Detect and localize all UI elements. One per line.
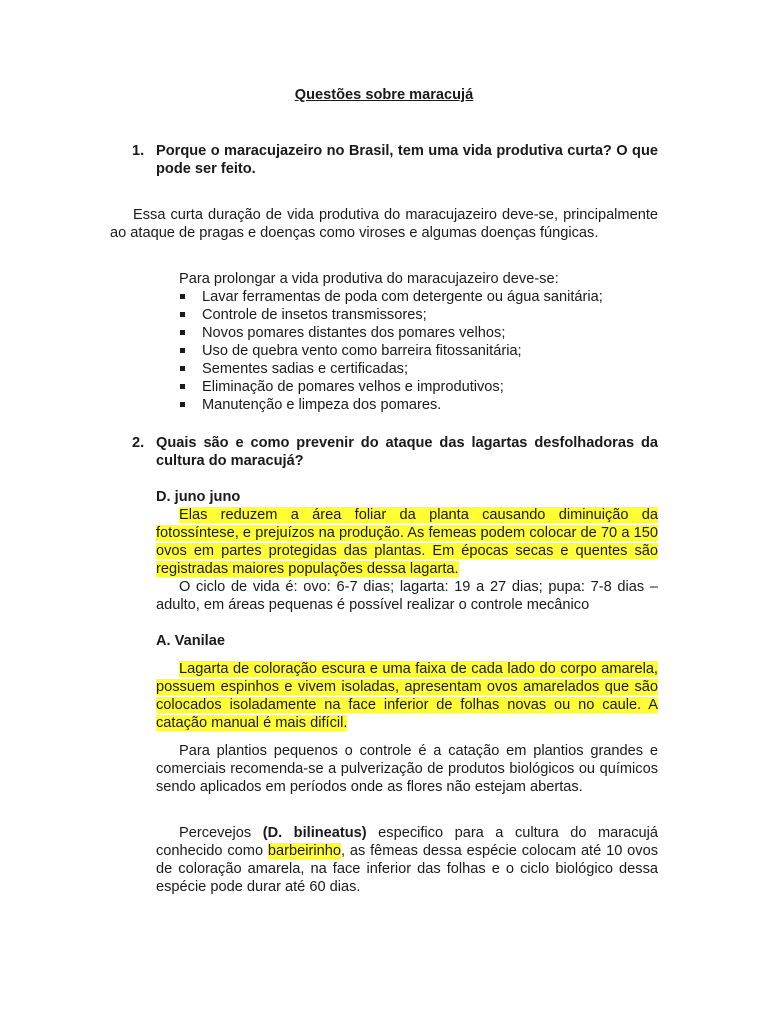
question-2-text: Quais são e como prevenir do ataque das lagartas desfolhadoras da cultura do maracujá? xyxy=(156,435,658,469)
paragraph-juno-lifecycle: O ciclo de vida é: ovo: 6-7 dias; lagarta: 19 a 27 dias; pupa: 7-8 dias – adulto, em áreas pequenas é possível realizar o controle mecânico xyxy=(156,579,658,613)
paragraph-percevejos: Percevejos (D. bilineatus) especifico para a cultura do maracujá conhecido como barbeirinho, as fêmeas dessa espécie colocam até 10 ovos de coloração amarela, na face inferior das folhas e o ciclo biológico dessa espécie pode durar até 60 dias. xyxy=(156,825,659,895)
question-2 xyxy=(132,434,658,470)
question-1-number: 1. xyxy=(132,143,145,159)
species-name: (D. bilineatus) xyxy=(262,825,367,841)
highlighted-text: Elas reduzem a área foliar da planta causando diminuição da fotossíntese, e prejuízos na produção. As femeas podem colocar de 70 a 150 ovos em partes protegidas das plantas. Em épocas secas e quentes são registradas maiores populações dessa lagarta. xyxy=(156,507,658,577)
subheading-vanilae: A. Vanilae xyxy=(156,633,225,649)
list-item: Controle de insetos transmissores; xyxy=(156,306,656,324)
list-item: Manutenção e limpeza dos pomares. xyxy=(156,396,656,414)
bullet-square-icon xyxy=(180,294,185,299)
bullet-square-icon xyxy=(180,312,185,317)
bullet-square-icon xyxy=(180,348,185,353)
bullet-square-icon xyxy=(180,402,185,407)
question-1 xyxy=(132,142,658,178)
paragraph-prolong-intro: Para prolongar a vida produtiva do maracujazeiro deve-se: xyxy=(179,271,559,287)
bullet-square-icon xyxy=(180,330,185,335)
list-item: Novos pomares distantes dos pomares velhos; xyxy=(156,324,656,342)
page-title: Questões sobre maracujá xyxy=(294,87,474,103)
paragraph-juno-description xyxy=(156,506,658,578)
question-2-number: 2. xyxy=(132,435,145,451)
list-item: Eliminação de pomares velhos e improdutivos; xyxy=(156,378,656,396)
bullet-square-icon xyxy=(180,366,185,371)
highlighted-text: Lagarta de coloração escura e uma faixa de cada lado do corpo amarela, possuem espinhos e vivem isoladas, apresentam ovos amarelados que são colocados isoladamente na face inferior de folhas novas ou no caule. A catação manual é mais difícil. xyxy=(156,661,658,731)
subheading-d-juno-juno: D. juno juno xyxy=(156,489,241,505)
bullet-square-icon xyxy=(180,384,185,389)
paragraph-short-lifespan: Essa curta duração de vida produtiva do maracujazeiro deve-se, principalmente ao ataque de pragas e doenças como viroses e algumas doenças fúngicas. xyxy=(110,207,658,241)
prolong-measures-list xyxy=(156,288,656,414)
list-item: Lavar ferramentas de poda com detergente ou água sanitária; xyxy=(156,288,656,306)
list-item: Sementes sadias e certificadas; xyxy=(156,360,656,378)
question-1-text: Porque o maracujazeiro no Brasil, tem uma vida produtiva curta? O que pode ser feito. xyxy=(156,143,658,177)
paragraph-control-methods: Para plantios pequenos o controle é a catação em plantios grandes e comerciais recomenda-se a pulverização de produtos biológicos ou químicos sendo aplicados em períodos onde as flores não estejam abertas. xyxy=(156,743,658,795)
list-item: Uso de quebra vento como barreira fitossanitária; xyxy=(156,342,656,360)
highlighted-common-name: barbeirinho xyxy=(267,843,341,859)
paragraph-vanilae-description xyxy=(156,660,658,732)
